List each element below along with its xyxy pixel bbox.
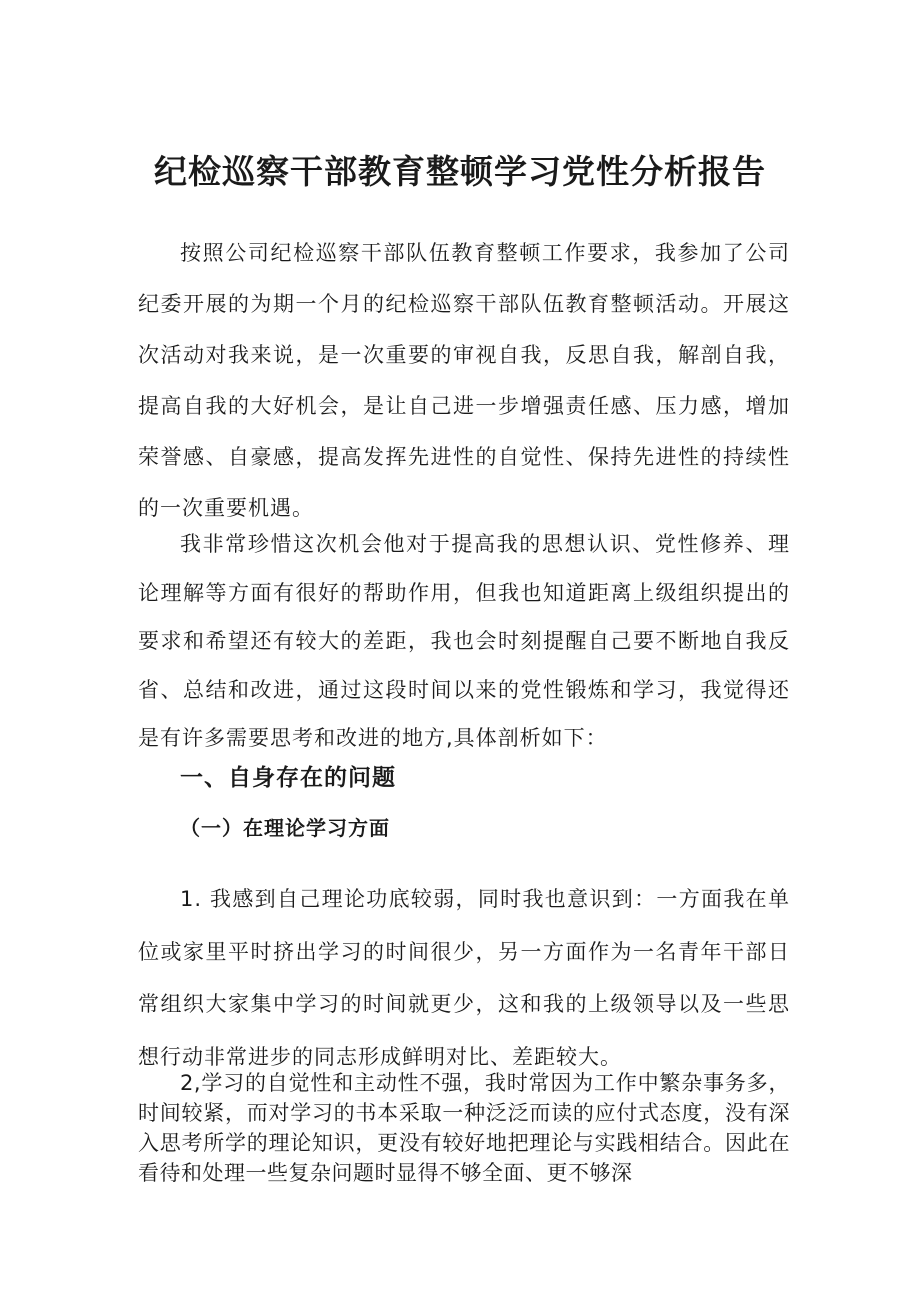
list-item-1: 1. 我感到自己理论功底较弱，同时我也意识到：一方面我在单位或家里平时挤出学习的时间很少，另一方面作为一名青年干部日常组织大家集中学习的时间就更少，这和我的上级领导以及一些思想行动非常进步的同志形成鲜明对比、差距较大。 <box>138 887 790 1069</box>
section-heading: 一、自身存在的问题 <box>180 765 396 791</box>
intro-paragraph: 按照公司纪检巡察干部队伍教育整顿工作要求，我参加了公司纪委开展的为期一个月的纪检巡察干部队伍教育整顿活动。开展这次活动对我来说，是一次重要的审视自我，反思自我，解剖自我，提高自我的大好机会，是让自己进一步增强责任感、压力感，增加荣誉感、自豪感，提高发挥先进性的自觉性、保持先进性的持续性的一次重要机遇。 <box>138 241 790 520</box>
subsection-heading: （一）在理论学习方面 <box>180 816 390 840</box>
list-item-2: 2,学习的自觉性和主动性不强，我时常因为工作中繁杂事务多，时间较紧，而对学习的书本采取一种泛泛而读的应付式态度，没有深入思考所学的理论知识，更没有较好地把理论与实践相结合。因此在看待和处理一些复杂问题时显得不够全面、更不够深 <box>138 1071 790 1185</box>
document-title: 纪检巡察干部教育整顿学习党性分析报告 <box>154 152 766 191</box>
reflection-paragraph: 我非常珍惜这次机会他对于提高我的思想认识、党性修养、理论理解等方面有很好的帮助作用，但我也知道距离上级组织提出的要求和希望还有较大的差距，我也会时刻提醒自己要不断地自我反省、总结和改进，通过这段时间以来的党性锻炼和学习，我觉得还是有许多需要思考和改进的地方,具体剖析如下： <box>138 532 790 750</box>
